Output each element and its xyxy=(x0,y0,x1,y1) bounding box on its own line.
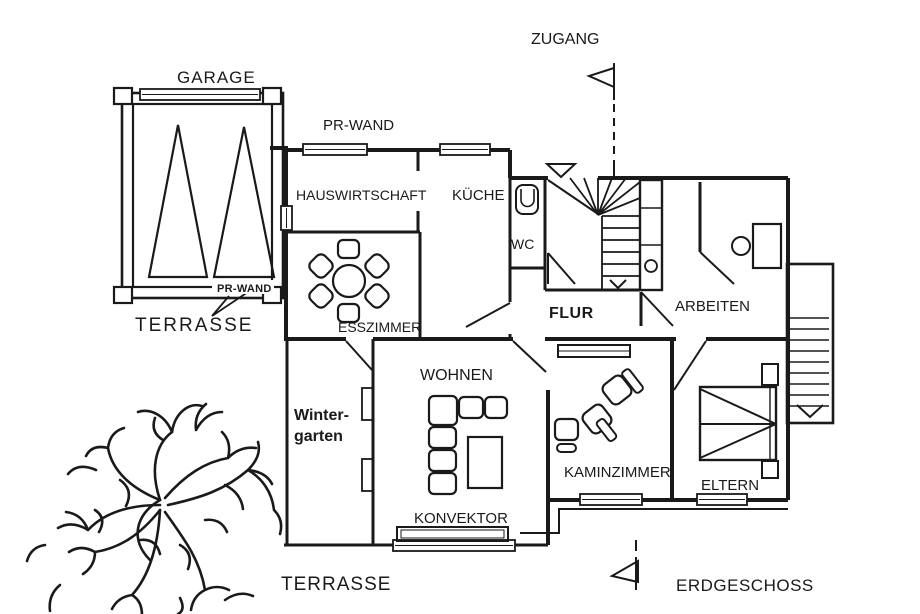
interior-walls xyxy=(284,150,700,545)
arbeiten-closet-door xyxy=(700,252,734,284)
flag-icon xyxy=(589,68,614,87)
arbeiten-door xyxy=(641,292,673,326)
basin-icon xyxy=(645,260,657,272)
esszimmer-label: ESSZIMMER xyxy=(338,319,422,335)
wintergarten-label-line1: Winter- xyxy=(294,407,349,424)
kitchen-door xyxy=(466,303,510,327)
garage-pillar xyxy=(114,287,132,303)
esszimmer-furniture xyxy=(307,240,391,322)
zugang-label: ZUGANG xyxy=(531,31,600,48)
garage-door-mark xyxy=(214,127,274,277)
terrace-step-edge xyxy=(520,509,788,533)
arbeiten-label: ARBEITEN xyxy=(675,298,751,315)
nightstand xyxy=(762,364,778,385)
sofa-seat xyxy=(429,473,456,494)
konvektor-label: KONVEKTOR xyxy=(414,510,508,527)
chair xyxy=(338,240,359,258)
terrasse-top-label: TERRASSE xyxy=(135,315,254,336)
garage-door-mark xyxy=(149,125,207,277)
exterior-stair xyxy=(787,264,833,423)
radiator xyxy=(362,388,373,420)
wohnen-label: WOHNEN xyxy=(420,367,493,384)
wintergarten-label-line2: garten xyxy=(294,428,343,445)
entrance-door-mark xyxy=(547,164,575,177)
konvektor-heater xyxy=(397,527,508,541)
sofa-seat xyxy=(429,427,456,448)
erdgeschoss-label: ERDGESCHOSS xyxy=(676,576,814,595)
sofa-seat xyxy=(459,397,483,418)
hauswirtschaft-label: HAUSWIRTSCHAFT xyxy=(296,187,427,203)
eltern-label: ELTERN xyxy=(701,477,760,494)
flur-label: FLUR xyxy=(549,305,594,322)
hall-closet xyxy=(640,180,662,290)
desk xyxy=(753,224,781,268)
terrasse-bottom-label: TERRASSE xyxy=(281,574,392,595)
pr-wand-garage-label: PR-WAND xyxy=(217,283,272,295)
eltern-door xyxy=(674,341,706,390)
nightstand xyxy=(762,461,778,478)
sofa-corner xyxy=(429,396,457,425)
kueche-label: KÜCHE xyxy=(452,187,505,204)
garage-label: GARAGE xyxy=(177,68,256,87)
chair xyxy=(307,252,335,280)
radiator xyxy=(362,459,373,491)
sofa-seat xyxy=(485,397,507,418)
wc-fixtures xyxy=(516,185,538,214)
armchair xyxy=(555,419,578,440)
chair xyxy=(307,282,335,310)
wohnen-door xyxy=(513,341,546,372)
chair xyxy=(363,282,391,310)
stair-arrow xyxy=(610,280,626,288)
kaminzimmer-furniture xyxy=(555,345,644,452)
erdgeschoss-marker xyxy=(612,540,638,590)
eltern-furniture xyxy=(700,364,778,478)
zugang-marker xyxy=(589,63,614,176)
wintergarten-door xyxy=(346,341,372,370)
garage-pillar xyxy=(263,88,281,104)
wintergarten-radiators xyxy=(362,388,373,491)
flag-icon xyxy=(612,561,638,582)
wc-label: WC xyxy=(511,236,535,252)
arbeiten-furniture xyxy=(732,224,781,268)
dining-table xyxy=(333,265,365,297)
pr-wand-top-label: PR-WAND xyxy=(323,117,395,134)
labels xyxy=(135,31,814,595)
tree xyxy=(27,404,281,614)
coffee-table xyxy=(468,437,502,488)
garage-pillar xyxy=(114,88,132,104)
kaminzimmer-label: KAMINZIMMER xyxy=(564,464,671,481)
ottoman xyxy=(557,444,576,452)
desk-chair xyxy=(732,237,750,255)
interior-stair xyxy=(548,178,640,290)
chair xyxy=(363,252,391,280)
sofa-seat xyxy=(429,450,456,471)
stair-door xyxy=(548,253,575,284)
pr-wand-leader xyxy=(212,292,248,316)
